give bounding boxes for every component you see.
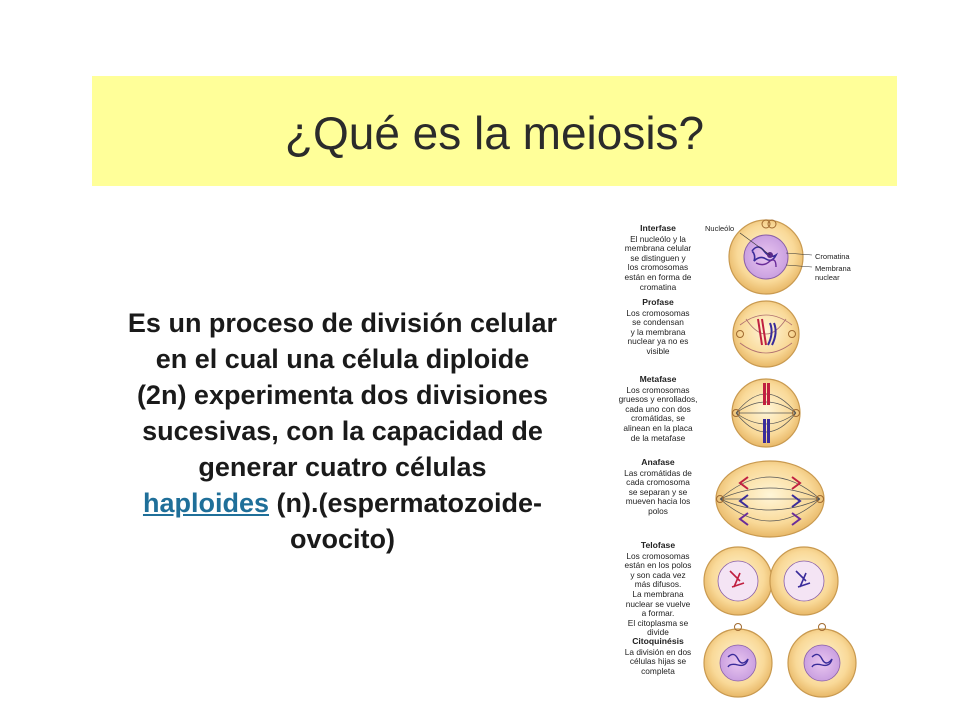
anafase-cell xyxy=(716,461,824,537)
stage-title: Anafase xyxy=(641,457,675,467)
stage-title: Interfase xyxy=(640,223,676,233)
stage-desc-line: cromatina xyxy=(639,281,677,292)
citoquinesis-cell xyxy=(704,624,856,698)
stage-desc-line: gruesos y enrollados, xyxy=(618,394,698,405)
stage-desc-line: cromátidas, se xyxy=(631,413,685,424)
stage-interfase-text xyxy=(604,224,712,292)
haploides-link[interactable]: haploides xyxy=(142,488,269,518)
stage-desc-line: alinean en la placa xyxy=(623,422,693,433)
stage-desc-line: El nucleólo y la xyxy=(630,233,686,244)
body-line-6 xyxy=(110,485,575,521)
stage-desc-line: se distinguen y xyxy=(630,252,686,263)
stage-desc-line: cada cromosoma xyxy=(626,477,690,488)
stage-desc-line: a formar. xyxy=(641,608,675,619)
body-line-6-rest: (n).(espermatozoide- xyxy=(269,488,543,518)
body-line-3: (2n) experimenta dos divisiones xyxy=(136,380,549,410)
slide-title: ¿Qué es la meiosis? xyxy=(284,107,705,159)
stage-title: Profase xyxy=(642,297,674,307)
stage-desc-line: Los cromosomas xyxy=(626,550,690,561)
definition-paragraph xyxy=(110,305,575,557)
stage-desc-line: se separan y se xyxy=(628,486,688,497)
stage-anafase-text xyxy=(604,458,712,517)
stage-title: Telofase xyxy=(640,540,676,550)
body-line-2: en el cual una célula diploide xyxy=(155,344,530,374)
body-line-1: Es un proceso de división celular xyxy=(127,308,558,338)
stage-telofase-text xyxy=(604,541,712,638)
stage-desc-line: de la metafase xyxy=(630,432,686,443)
stage-desc-line: divide xyxy=(647,627,669,638)
profase-cell xyxy=(733,301,799,367)
stage-desc-line: más difusos. xyxy=(634,579,682,590)
stage-desc-line: membrana celular xyxy=(624,243,692,254)
stage-title: Metafase xyxy=(639,374,677,384)
body-line-7: ovocito) xyxy=(290,524,395,554)
stage-desc-line: están en los polos xyxy=(624,560,692,571)
telofase-cell xyxy=(704,547,838,615)
membrana-nuclear-label xyxy=(815,264,851,282)
stage-desc-line: nuclear se vuelve xyxy=(625,598,691,609)
stage-desc-line: Los cromosomas xyxy=(626,384,690,395)
stage-desc-line: mueven hacia los xyxy=(625,496,691,507)
stage-desc-line: polos xyxy=(648,505,668,516)
stage-desc-line: visible xyxy=(646,345,670,356)
body-line-5: generar cuatro células xyxy=(198,452,487,482)
stage-desc-line: células hijas se xyxy=(629,656,687,667)
membrana-label-line: nuclear xyxy=(815,273,840,282)
cromatina-label: Cromatina xyxy=(815,252,850,261)
nucleolo-label: Nucleólo xyxy=(705,224,735,233)
stage-desc-line: completa xyxy=(641,665,675,676)
stage-desc-line: El citoplasma se xyxy=(627,617,689,628)
stage-desc-line: nuclear ya no es xyxy=(627,336,689,347)
stage-desc-line: se condensan xyxy=(632,317,684,328)
body-line-4: sucesivas, con la capacidad de xyxy=(142,416,543,446)
stage-metafase-text xyxy=(604,375,712,443)
membrana-label-line: Membrana xyxy=(815,264,851,273)
meiosis-cell-diagram xyxy=(700,215,900,710)
title-band xyxy=(92,76,897,186)
stage-desc-line: los cromosomas xyxy=(627,262,689,273)
stage-desc-line: y la membrana xyxy=(630,326,686,337)
stage-profase-text xyxy=(604,298,712,357)
stage-desc-line: La membrana xyxy=(632,588,684,599)
stage-citoquinesis-text xyxy=(604,637,712,676)
stage-desc-line: Las cromátidas de xyxy=(624,467,692,478)
stage-desc-line: y son cada vez xyxy=(630,569,686,580)
stage-desc-line: están en forma de xyxy=(624,271,692,282)
stage-desc-line: La división en dos xyxy=(624,646,692,657)
stage-title: Citoquinésis xyxy=(632,636,684,646)
stage-desc-line: cada uno con dos xyxy=(625,403,691,414)
interfase-cell xyxy=(729,220,812,294)
metafase-cell xyxy=(732,379,800,447)
stage-desc-line: Los cromosomas xyxy=(626,307,690,318)
